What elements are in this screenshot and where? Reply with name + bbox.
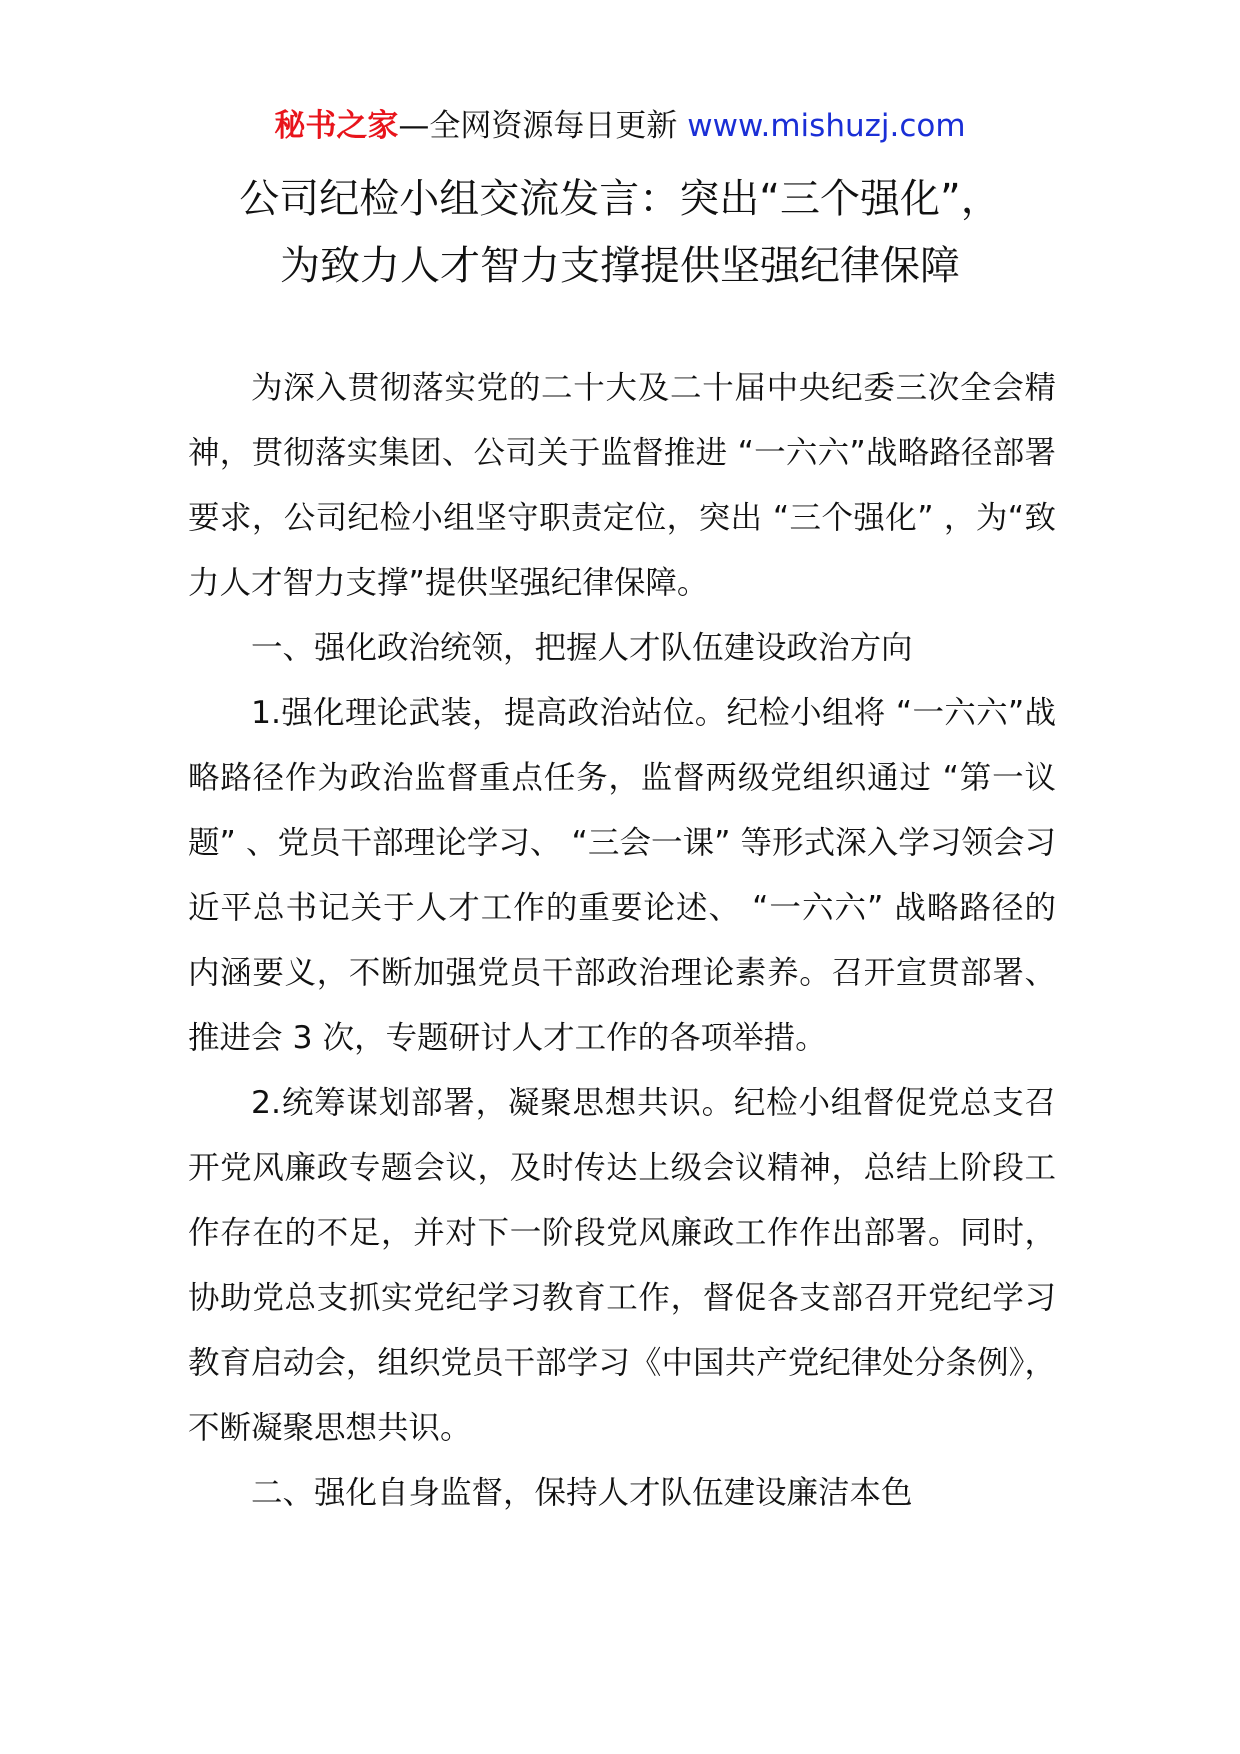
title-line-1: 公司纪检小组交流发言：突出“三个强化”， — [239, 176, 1001, 222]
document-body — [188, 356, 1056, 1526]
site-banner — [0, 104, 1240, 148]
section-heading-2: 二、强化自身监督，保持人才队伍建设廉洁本色 — [251, 1475, 913, 1511]
title-line-2: 为致力人才智力支撑提供坚强纪律保障 — [280, 243, 960, 289]
paragraph-1-1: 1.强化理论武装，提高政治站位。纪检小组将 “一六六”战略路径作为政治监督重点任务，监督两级党组织通过 “第一议题” 、党员干部理论学习、 “三会一课” 等形式深入学习领会习近平总书记关于人才工作的重要论述、 “一六六” 战略路径的内涵要义，不断加强党员干部政治理论素养。召开宣贯部署、推进会 3 次，专题研讨人才工作的各项举措。 — [188, 695, 1056, 1056]
paragraph-1-2: 2.统筹谋划部署，凝聚思想共识。纪检小组督促党总支召开党风廉政专题会议，及时传达上级会议精神，总结上阶段工作存在的不足，并对下一阶段党风廉政工作作出部署。同时，协助党总支抓实党纪学习教育工作，督促各支部召开党纪学习教育启动会，组织党员干部学习《中国共产党纪律处分条例》，不断凝聚思想共识。 — [188, 1085, 1056, 1446]
banner-brand: 秘书之家 — [274, 108, 399, 144]
intro-paragraph: 为深入贯彻落实党的二十大及二十届中央纪委三次全会精神，贯彻落实集团、公司关于监督推进 “一六六”战略路径部署要求，公司纪检小组坚守职责定位，突出 “三个强化” ，为“致力人才智力支撑”提供坚强纪律保障。 — [188, 370, 1056, 601]
banner-tagline: —全网资源每日更新 — [398, 108, 688, 144]
document-title — [0, 166, 1240, 300]
banner-url-link[interactable]: www.mishuzj.com — [687, 108, 966, 144]
section-heading-1: 一、强化政治统领，把握人才队伍建设政治方向 — [251, 630, 913, 666]
